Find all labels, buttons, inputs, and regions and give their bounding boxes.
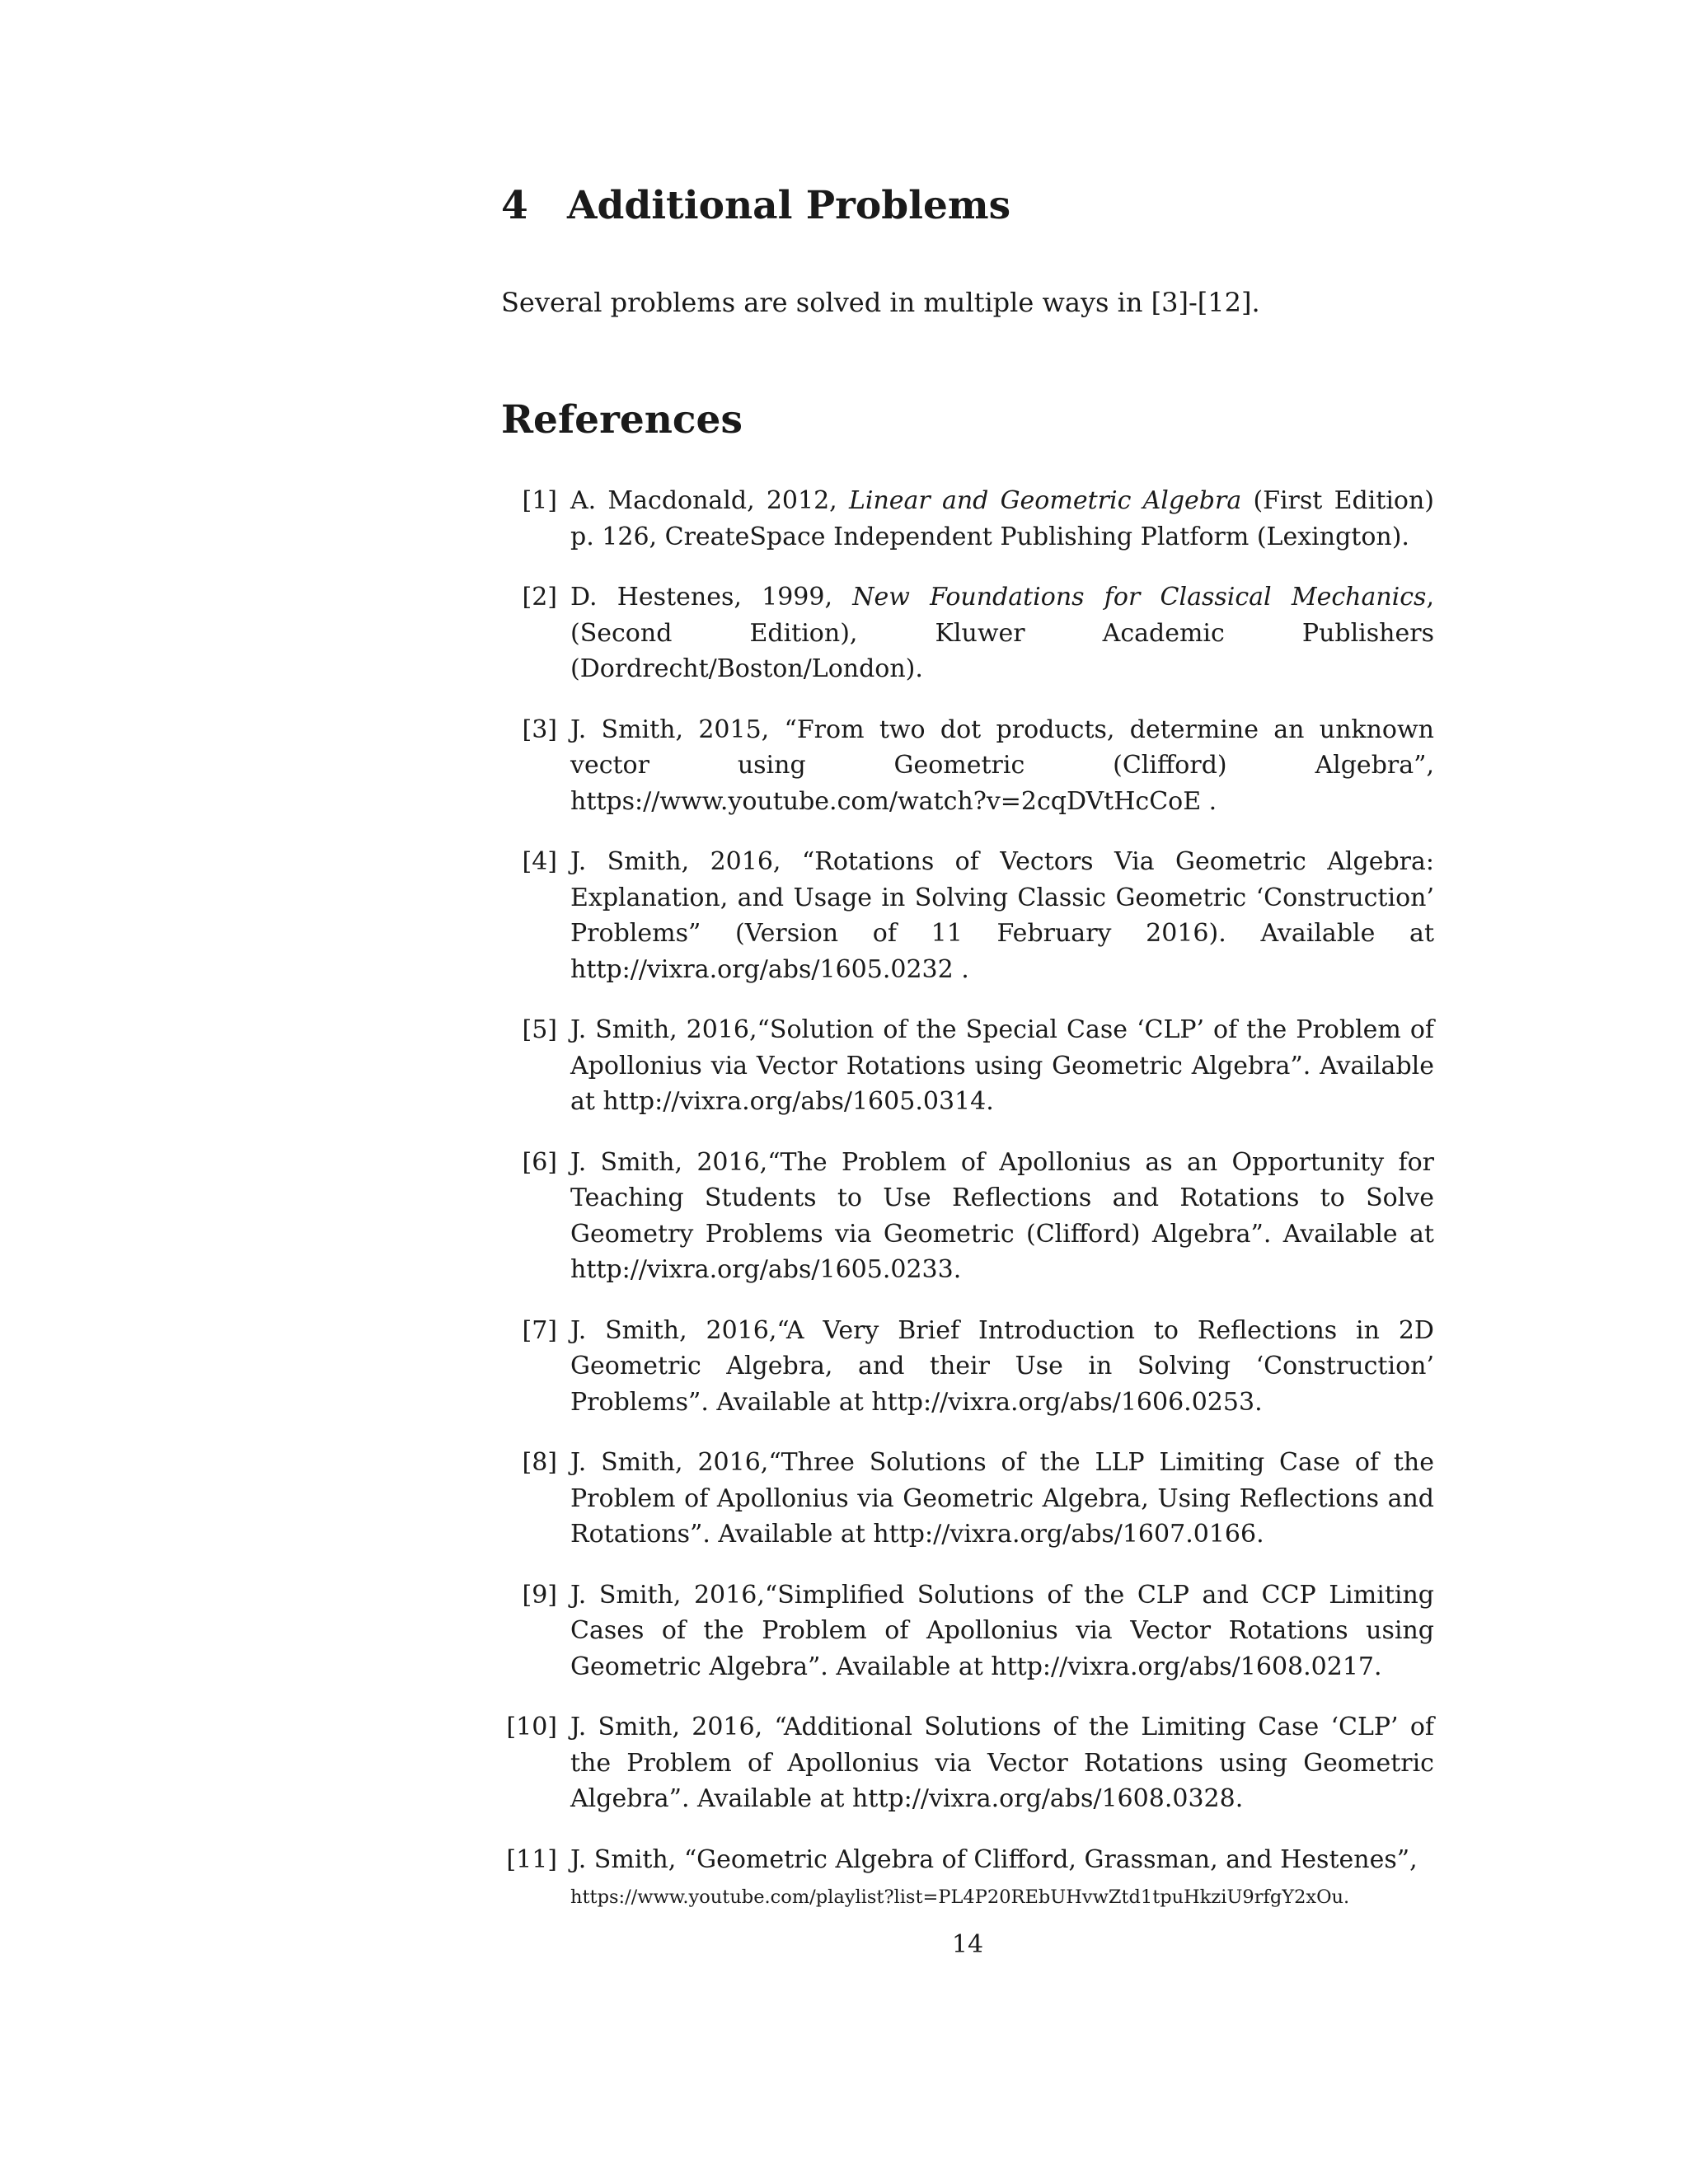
reference-label: [4] [522,847,557,876]
reference-item-6 [501,1145,1434,1288]
reference-list [501,483,1434,1941]
section-heading [501,183,1010,229]
reference-link[interactable]: http://vixra.org/abs/1605.0314 [603,1087,987,1116]
reference-punctuation: . [953,954,969,984]
reference-item-2 [501,579,1434,687]
reference-item-3 [501,712,1434,820]
reference-link[interactable]: http://vixra.org/abs/1606.0253 [871,1387,1255,1417]
reference-item-10 [501,1709,1434,1817]
reference-text: J. Smith, 2016, “Rotations of Vectors Via Geometric Algebra: Explanation, and Usage in Solving Classic Geometric ‘Construction’ Problems” (Version of 11 February 2016). Available at [570,847,1434,948]
reference-item-9 [501,1577,1434,1685]
reference-punctuation: . [1201,786,1217,816]
reference-link[interactable]: https://www.youtube.com/watch?v=2cqDVtHcCoE [570,786,1202,816]
reference-label: [5] [522,1015,557,1044]
reference-text: J. Smith, 2016,“Simplified Solutions of the CLP and CCP Limiting Cases of the Problem of Apollonius via Vector Rotations using Geometric Algebra”. Available at [570,1580,1434,1681]
reference-punctuation: . [986,1087,994,1116]
reference-item-8 [501,1445,1434,1553]
reference-text: D. Hestenes, 1999, [570,583,853,612]
reference-item-4 [501,844,1434,987]
reference-item-11 [501,1842,1434,1916]
section-title: Additional Problems [567,183,1011,228]
reference-label: [1] [522,486,557,515]
reference-punctuation: . [1374,1652,1382,1681]
reference-text: (First Edition) p. 126, CreateSpace Independent Publishing Platform (Lexington). [570,486,1434,551]
reference-label: [6] [522,1147,557,1177]
reference-label: [9] [522,1580,557,1610]
reference-label: [3] [522,715,557,744]
reference-item-5 [501,1012,1434,1120]
reference-text: J. Smith, 2016,“Solution of the Special Case ‘CLP’ of the Problem of Apollonius via Vector Rotations using Geometric Algebra”. Available at [570,1015,1434,1116]
reference-text: J. Smith, 2016,“The Problem of Apollonius as an Opportunity for Teaching Students to Use Reflections and Rotations to Solve Geometry Problems via Geometric (Clifford) Algebra”. Available at [570,1147,1434,1249]
reference-label: [8] [522,1448,557,1477]
reference-link[interactable]: http://vixra.org/abs/1608.0328 [851,1784,1236,1813]
references-heading: References [501,397,743,443]
reference-title: Linear and Geometric Algebra [848,486,1242,515]
reference-link[interactable]: http://vixra.org/abs/1605.0233 [570,1255,954,1284]
reference-punctuation: . [1256,1520,1264,1549]
reference-punctuation: . [1343,1886,1350,1908]
reference-label: [10] [506,1713,557,1741]
reference-title: New Foundations for Classical Mechanics [852,583,1427,612]
reference-text: J. Smith, 2016,“Three Solutions of the LLP Limiting Case of the Problem of Apollonius via Geometric Algebra, Using Reflections and Rotations”. Available at [570,1448,1434,1549]
reference-text: J. Smith, 2016,“A Very Brief Introduction to Reflections in 2D Geometric Algebra, and their Use in Solving ‘Construction’ Problems”. Available at [570,1315,1434,1417]
reference-label: [7] [522,1315,557,1345]
reference-punctuation: . [1235,1784,1244,1813]
reference-text: J. Smith, 2016, “Additional Solutions of the Limiting Case ‘CLP’ of the Problem of Apollonius via Vector Rotations using Geometric Algebra”. Available at [570,1713,1434,1813]
page-number: 14 [951,1930,984,1959]
reference-link[interactable]: http://vixra.org/abs/1605.0232 [570,954,954,984]
reference-item-7 [501,1313,1434,1421]
reference-punctuation: . [953,1255,962,1284]
reference-link[interactable]: https://www.youtube.com/playlist?list=PL4P20REbUHvwZtd1tpuHkziU9rfgY2xOu [570,1886,1344,1908]
reference-label: [2] [522,583,557,612]
reference-punctuation: . [1254,1387,1263,1417]
section-number: 4 [501,183,528,228]
reference-text: J. Smith, 2015, “From two dot products, determine an unknown vector using Geometric (Clifford) Algebra”, [570,715,1434,780]
reference-text: A. Macdonald, 2012, [570,486,849,515]
section-paragraph: Several problems are solved in multiple ways in [3]-[12]. [501,287,1260,318]
reference-label: [11] [506,1844,557,1874]
reference-text: , (Second Edition), Kluwer Academic Publishers (Dordrecht/Boston/London). [570,583,1434,683]
reference-link[interactable]: http://vixra.org/abs/1608.0217 [991,1652,1375,1681]
reference-text: J. Smith, “Geometric Algebra of Clifford, Grassman, and Hestenes”, [570,1844,1418,1874]
reference-link[interactable]: http://vixra.org/abs/1607.0166 [873,1520,1257,1549]
reference-item-1 [501,483,1434,555]
